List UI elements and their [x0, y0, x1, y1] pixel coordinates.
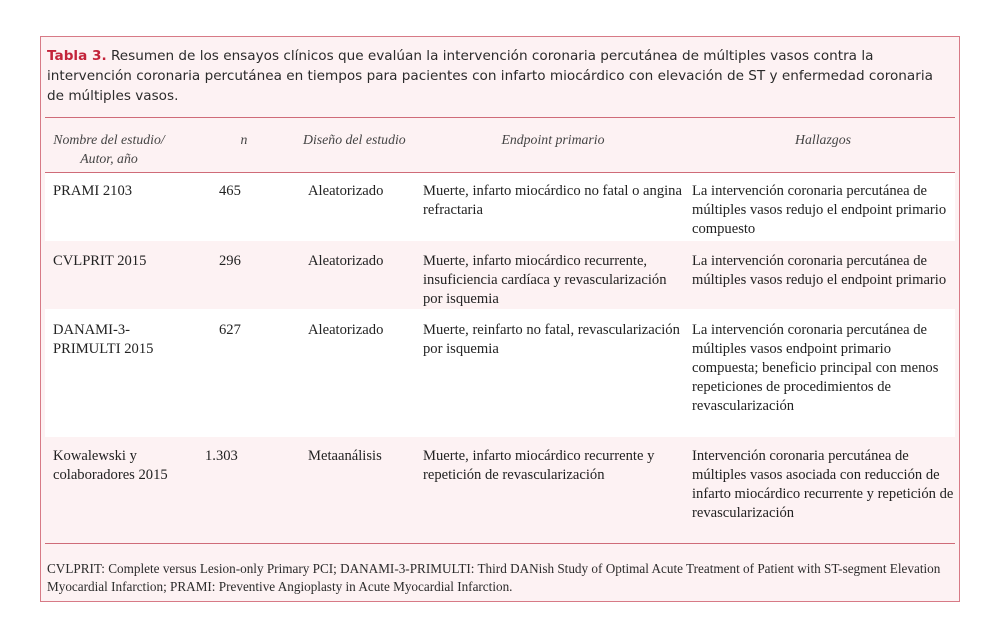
- cell-design: Aleatorizado: [308, 253, 384, 269]
- cell-findings: La intervención coronaria percutánea de múltiples vasos redujo el endpoint primario compuesto: [692, 183, 947, 237]
- cell-endpoint: Muerte, infarto miocárdico no fatal o angina refractaria: [423, 183, 682, 218]
- cell-n: 1.303: [205, 448, 238, 464]
- col-header-design: Diseño del estudio: [303, 132, 406, 147]
- table-frame: [40, 36, 960, 602]
- cell-findings: La intervención coronaria percutánea de múltiples vasos endpoint primario compuesta; beneficio principal con menos repeticiones de procedimientos de revascularización: [692, 322, 939, 414]
- cell-design: Aleatorizado: [308, 322, 384, 338]
- cell-design: Metaanálisis: [308, 448, 382, 464]
- col-header-n: n: [240, 132, 248, 147]
- cell-study: CVLPRIT 2015: [53, 253, 147, 269]
- cell-design: Aleatorizado: [308, 183, 384, 199]
- table-footnote: CVLPRIT: Complete versus Lesion-only Primary PCI; DANAMI-3-PRIMULTI: Third DANish Study of Optimal Acute Treatment of Patient with ST-segment Elevation Myocardial Infarction; PRAMI: Preventive Angioplasty in Acute Myocardial Infarction.: [47, 561, 941, 594]
- caption-text: Resumen de los ensayos clínicos que evalúan la intervención coronaria percutánea de múltiples vasos contra la intervención coronaria percutánea en tiempos para pacientes con infarto miocárdico con elevación de ST y enfermedad coronaria de múltiples vasos.: [47, 48, 933, 104]
- cell-endpoint: Muerte, reinfarto no fatal, revascularización por isquemia: [423, 322, 680, 357]
- cell-study: DANAMI-3-PRIMULTI 2015: [53, 322, 154, 357]
- table-caption: [47, 46, 947, 106]
- cell-endpoint: Muerte, infarto miocárdico recurrente y repetición de revascularización: [423, 448, 655, 483]
- caption-label: Tabla 3.: [47, 48, 107, 64]
- col-header-endpoint: Endpoint primario: [501, 132, 605, 147]
- cell-study: PRAMI 2103: [53, 183, 133, 199]
- cell-findings: La intervención coronaria percutánea de múltiples vasos redujo el endpoint primario: [692, 253, 947, 288]
- cell-endpoint: Muerte, infarto miocárdico recurrente, insuficiencia cardíaca y revascularización por isquemia: [423, 253, 667, 307]
- col-header-findings: Hallazgos: [795, 132, 851, 147]
- cell-study: Kowalewski y colaboradores 2015: [53, 448, 168, 483]
- header-top-rule: [45, 117, 955, 118]
- table-bottom-rule: [45, 543, 955, 544]
- cell-n: 465: [219, 183, 241, 199]
- cell-n: 296: [219, 253, 241, 269]
- cell-findings: Intervención coronaria percutánea de múltiples vasos asociada con reducción de infarto miocárdico recurrente y repetición de revascularización: [692, 448, 954, 521]
- col-header-study: Nombre del estudio/ Autor, año: [53, 132, 165, 166]
- cell-n: 627: [219, 322, 241, 338]
